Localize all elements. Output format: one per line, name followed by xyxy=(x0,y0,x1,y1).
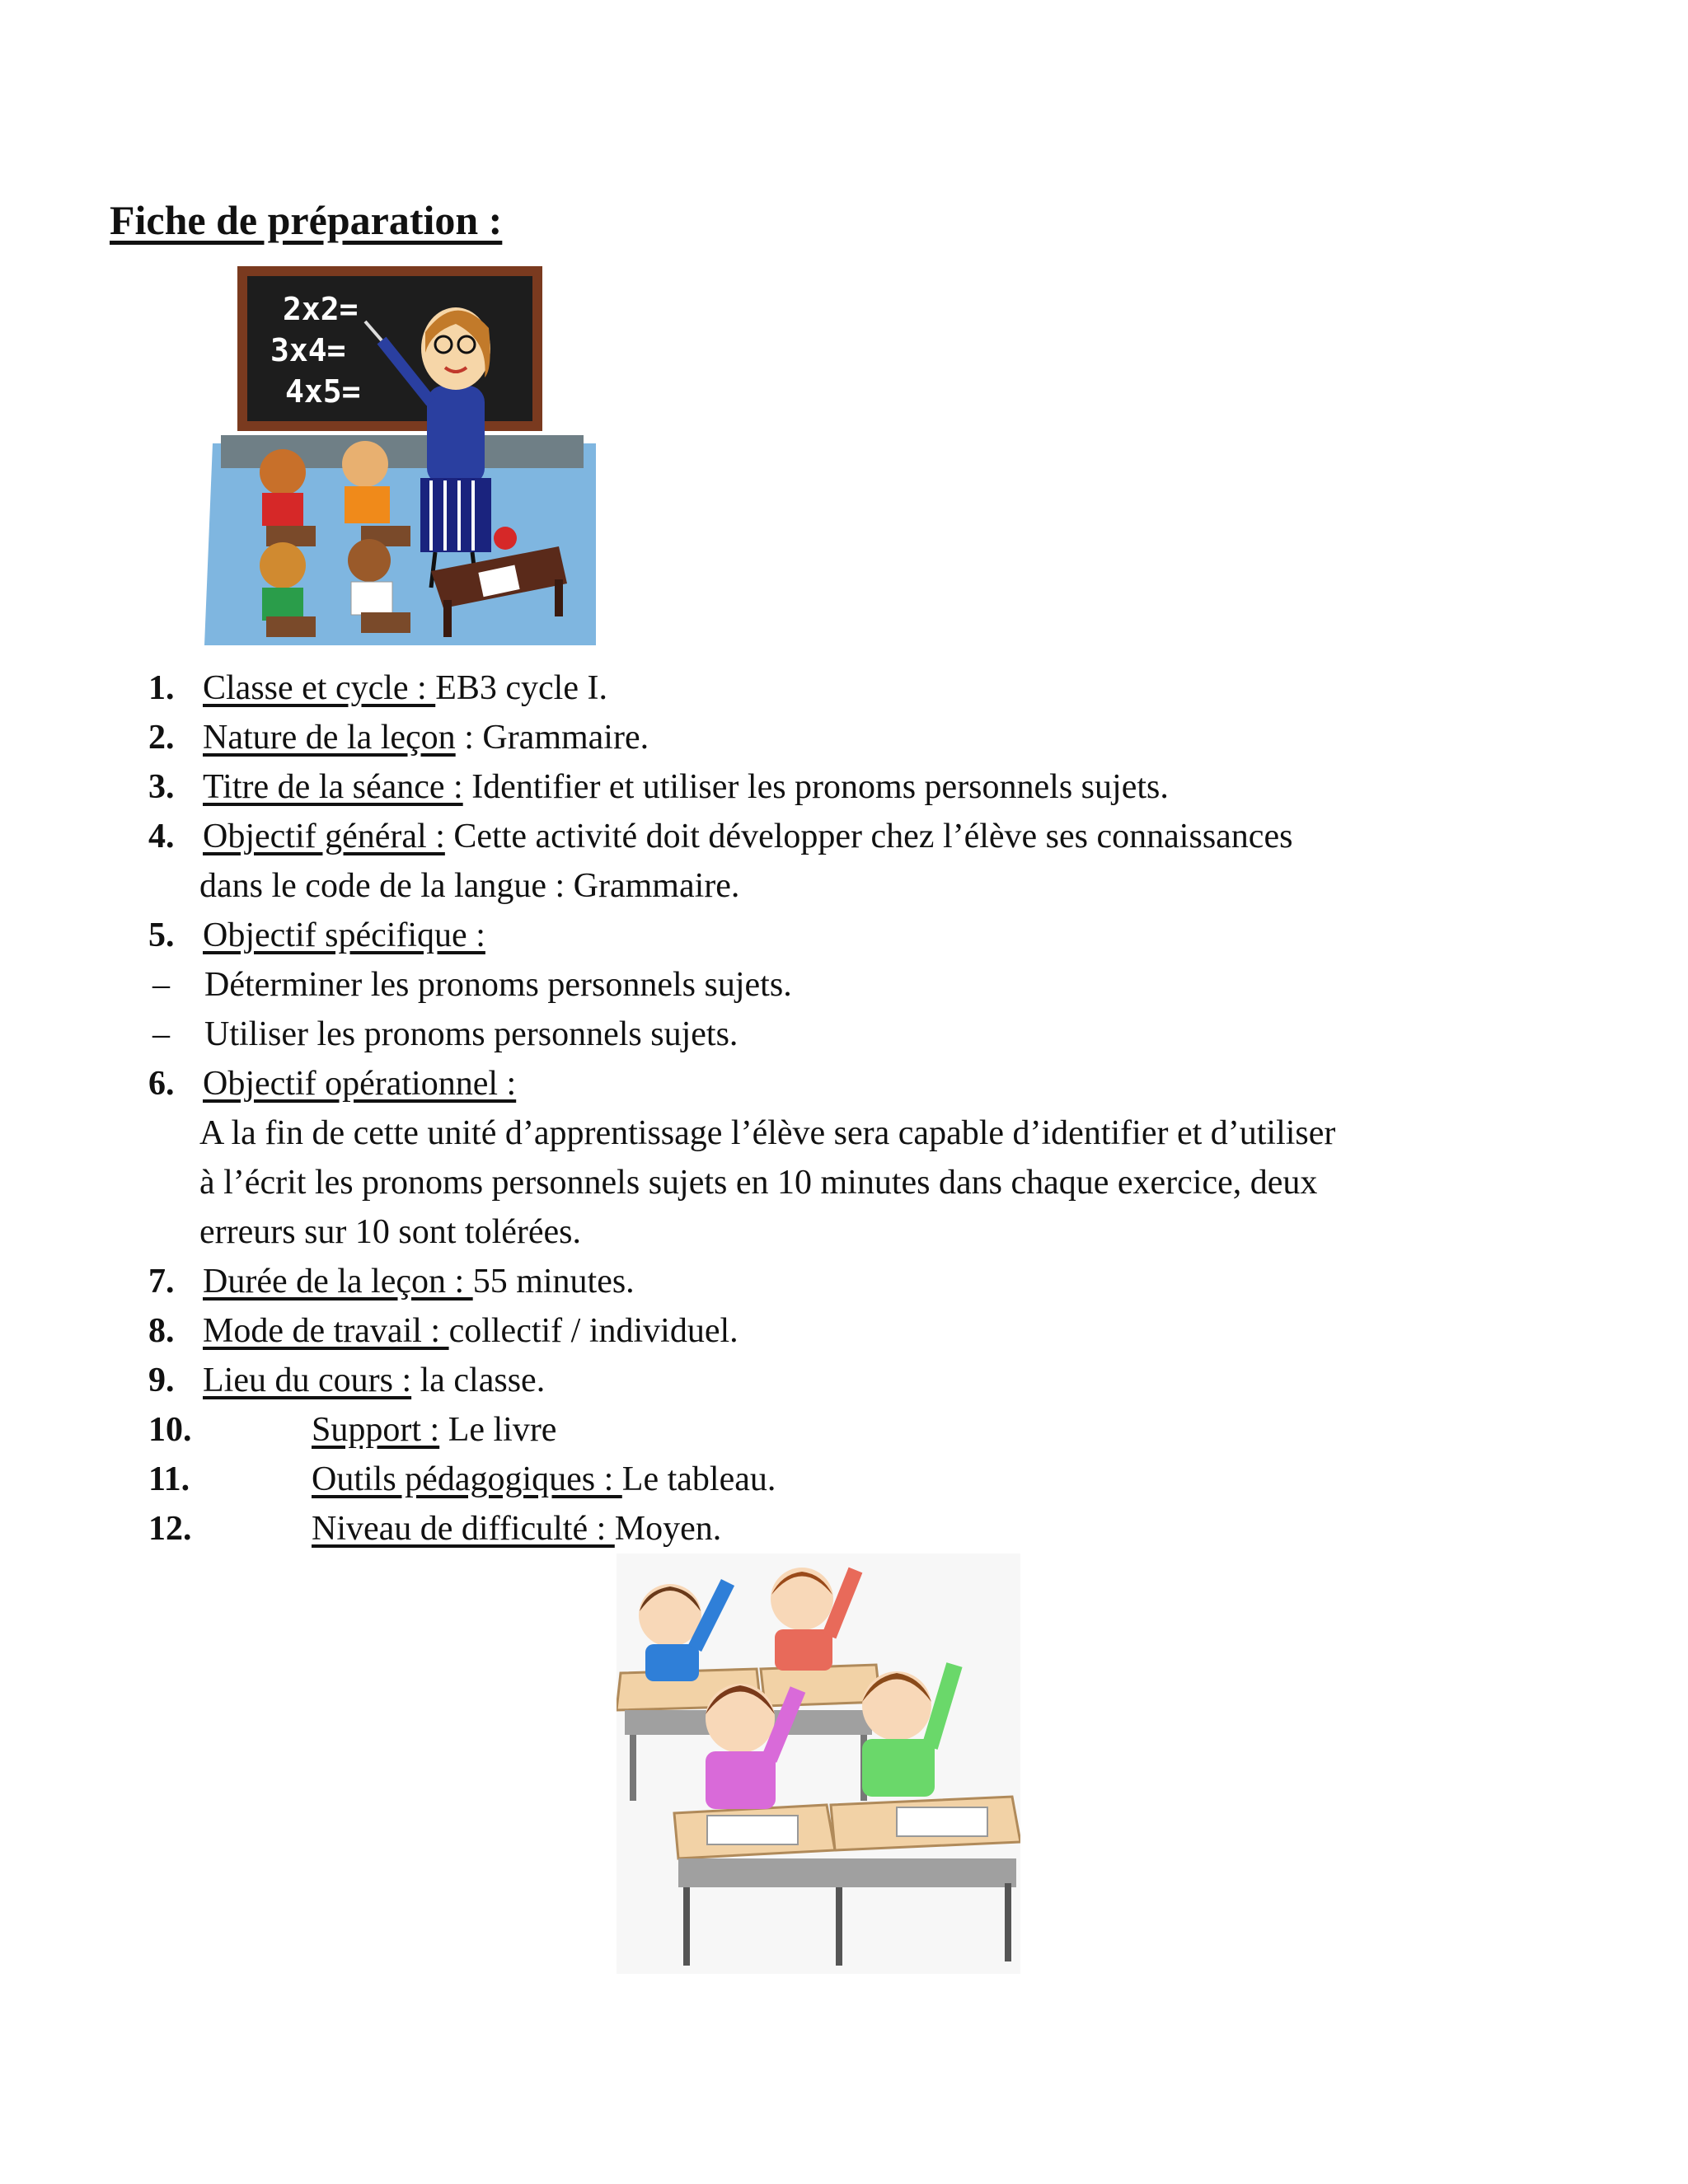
bullet-dash: – xyxy=(152,966,170,1004)
item-number: 8. xyxy=(148,1312,175,1350)
list-item xyxy=(0,1257,1688,1306)
item-text: Moyen. xyxy=(614,1510,722,1548)
board-line-3: 4x5= xyxy=(285,373,361,410)
list-item xyxy=(0,762,1688,812)
item-label: Outils pédagogiques : xyxy=(312,1460,622,1498)
item-text: Identifier et utiliser les pronoms personnels sujets. xyxy=(462,768,1169,806)
item-label: Nature de la leçon xyxy=(203,719,456,757)
item-text: EB3 cycle I. xyxy=(435,669,607,707)
item-number: 5. xyxy=(148,916,175,954)
item-text: erreurs sur 10 sont tolérées. xyxy=(199,1213,582,1251)
lesson-details-list xyxy=(0,663,1688,1554)
board-line-2: 3x4= xyxy=(270,332,346,368)
item-text: Le tableau. xyxy=(621,1460,776,1498)
item-number: 11. xyxy=(148,1460,190,1498)
list-item-continuation xyxy=(0,1108,1688,1158)
list-item-continuation xyxy=(0,861,1688,911)
item-text: la classe. xyxy=(411,1361,546,1399)
list-item xyxy=(0,1306,1688,1356)
list-item xyxy=(0,1405,1688,1455)
list-item-continuation xyxy=(0,1158,1688,1207)
list-item xyxy=(0,663,1688,713)
bullet-dash: – xyxy=(152,1015,170,1053)
item-label: Lieu du cours : xyxy=(203,1361,412,1399)
item-label: Objectif général : xyxy=(203,818,445,855)
item-text: Le livre xyxy=(439,1411,557,1449)
bullet-item xyxy=(0,1010,1688,1059)
item-number: 4. xyxy=(148,818,175,855)
list-item-continuation xyxy=(0,1207,1688,1257)
item-number: 7. xyxy=(148,1263,175,1301)
board-line-1: 2x2= xyxy=(283,291,359,327)
classroom-teacher-illustration xyxy=(204,262,600,649)
list-item xyxy=(0,1455,1688,1504)
item-text: à l’écrit les pronoms personnels sujets en 10 minutes dans chaque exercice, deux xyxy=(199,1164,1318,1202)
item-label: Durée de la leçon : xyxy=(203,1263,473,1301)
item-label: Objectif spécifique : xyxy=(203,916,485,954)
item-number: 6. xyxy=(148,1065,175,1103)
item-label: Support : xyxy=(312,1411,440,1449)
list-item xyxy=(0,1059,1688,1108)
item-label: Niveau de difficulté : xyxy=(312,1510,615,1548)
list-item xyxy=(0,1504,1688,1554)
bullet-text: Déterminer les pronoms personnels sujets. xyxy=(204,966,792,1004)
item-number: 10. xyxy=(148,1411,192,1449)
item-number: 9. xyxy=(148,1361,175,1399)
item-number: 3. xyxy=(148,768,175,806)
item-number: 12. xyxy=(148,1510,192,1548)
page-title: Fiche de préparation : xyxy=(110,197,503,243)
bullet-text: Utiliser les pronoms personnels sujets. xyxy=(204,1015,738,1053)
item-number: 1. xyxy=(148,669,175,707)
students-raising-hands-illustration xyxy=(617,1554,1020,1974)
item-label: Classe et cycle : xyxy=(203,669,436,707)
item-text: dans le code de la langue : Grammaire. xyxy=(199,867,740,905)
item-text: Cette activité doit développer chez l’élève ses connaissances xyxy=(444,818,1293,855)
item-text: collectif / individuel. xyxy=(448,1312,738,1350)
item-number: 2. xyxy=(148,719,175,757)
item-text: : Grammaire. xyxy=(455,719,649,757)
item-text: A la fin de cette unité d’apprentissage l’élève sera capable d’identifier et d’utiliser xyxy=(199,1114,1336,1152)
item-label: Objectif opérationnel : xyxy=(203,1065,517,1103)
item-text: 55 minutes. xyxy=(472,1263,635,1301)
list-item xyxy=(0,713,1688,762)
item-label: Titre de la séance : xyxy=(203,768,463,806)
item-label: Mode de travail : xyxy=(203,1312,449,1350)
list-item xyxy=(0,812,1688,861)
list-item xyxy=(0,1356,1688,1405)
bullet-item xyxy=(0,960,1688,1010)
list-item xyxy=(0,911,1688,960)
